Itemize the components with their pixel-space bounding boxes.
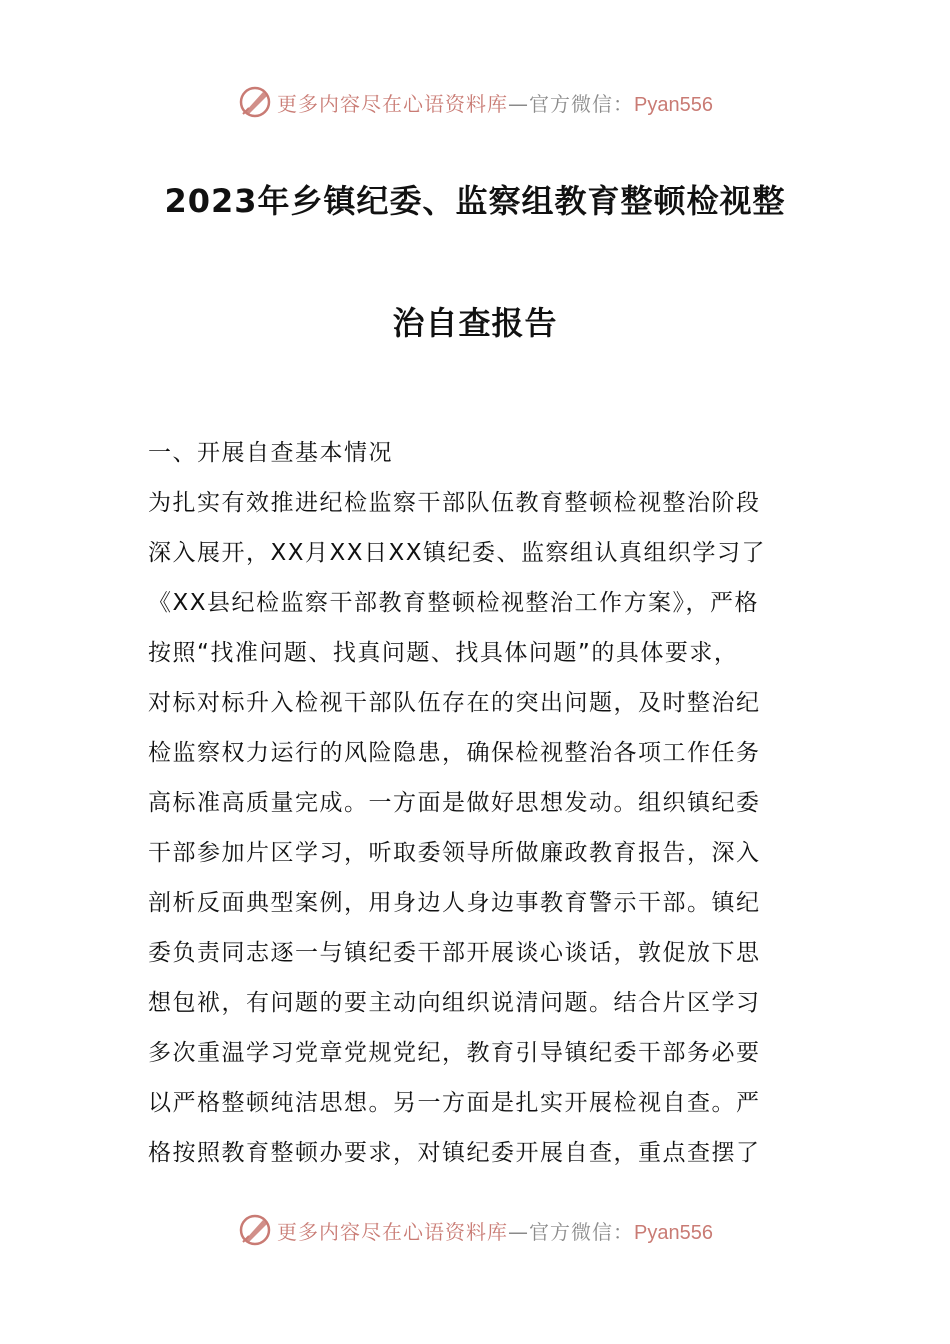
- section-heading: 一、开展自查基本情况: [148, 440, 393, 466]
- watermark-header: [0, 82, 950, 122]
- body-line: 高标准高质量完成。一方面是做好思想发动。组织镇纪委: [148, 790, 761, 816]
- watermark-text: [277, 88, 713, 117]
- body-line: 按照“找准问题、找真问题、找具体问题”的具体要求，: [148, 640, 739, 666]
- watermark-dash: —: [508, 1219, 530, 1244]
- watermark-text: [277, 1216, 713, 1245]
- watermark-footer: [0, 1210, 950, 1250]
- watermark-label: 官方微信：: [529, 1219, 635, 1244]
- document-title-line-1: 2023年乡镇纪委、监察组教育整顿检视整: [164, 182, 786, 220]
- quill-logo-icon: [237, 1212, 273, 1248]
- body-line: 委负责同志逐一与镇纪委干部开展谈心谈话，敦促放下思: [148, 940, 761, 966]
- watermark-account: Pyan556: [634, 1221, 713, 1244]
- watermark-dash: —: [508, 91, 530, 116]
- body-line: 为扎实有效推进纪检监察干部队伍教育整顿检视整治阶段: [148, 490, 761, 516]
- body-line: 想包袱，有问题的要主动向组织说清问题。结合片区学习: [148, 990, 761, 1016]
- body-line: 剖析反面典型案例，用身边人身边事教育警示干部。镇纪: [148, 890, 761, 916]
- body-line: 以严格整顿纯洁思想。另一方面是扎实开展检视自查。严: [148, 1090, 761, 1116]
- document-title-line-2: 治自查报告: [392, 304, 558, 342]
- body-line: 《XX县纪检监察干部教育整顿检视整治工作方案》，严格: [148, 590, 760, 616]
- body-line: 格按照教育整顿办要求，对镇纪委开展自查，重点查摆了: [148, 1140, 761, 1166]
- body-line: 对标对标升入检视干部队伍存在的突出问题，及时整治纪: [148, 690, 761, 716]
- body-line: 检监察权力运行的风险隐患，确保检视整治各项工作任务: [148, 740, 761, 766]
- body-line: 深入展开，XX月XX日XX镇纪委、监察组认真组织学习了: [148, 540, 767, 566]
- watermark-brand: 更多内容尽在心语资料库: [277, 1219, 509, 1244]
- watermark-label: 官方微信：: [529, 91, 635, 116]
- body-line: 多次重温学习党章党规党纪，教育引导镇纪委干部务必要: [148, 1040, 761, 1066]
- document-body: [148, 428, 808, 1178]
- body-line: 干部参加片区学习，听取委领导所做廉政教育报告，深入: [148, 840, 761, 866]
- quill-logo-icon: [237, 84, 273, 120]
- watermark-account: Pyan556: [634, 93, 713, 116]
- watermark-brand: 更多内容尽在心语资料库: [277, 91, 509, 116]
